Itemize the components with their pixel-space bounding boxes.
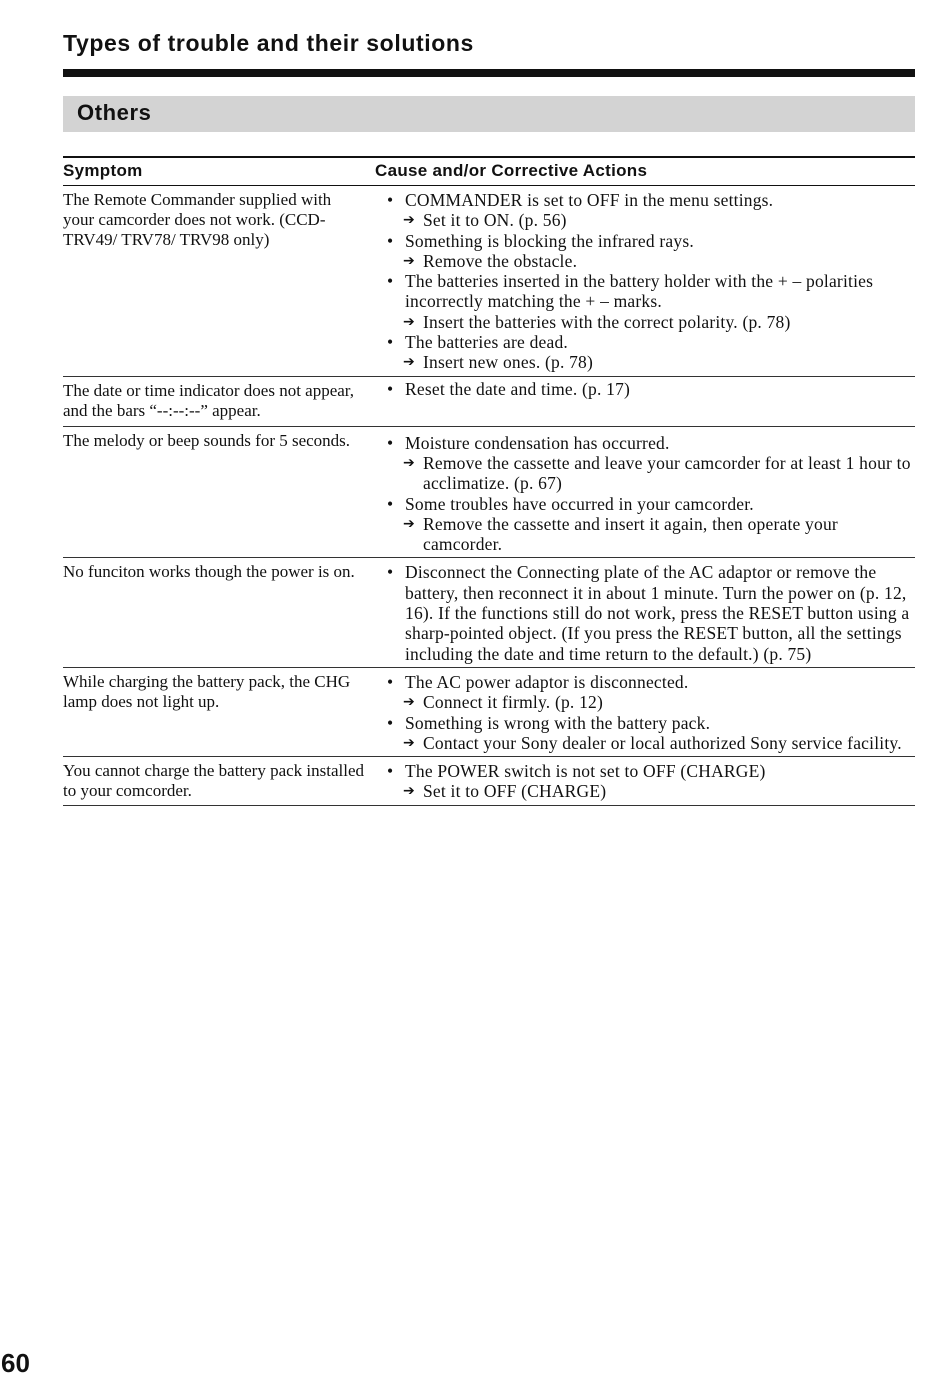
actions-cell <box>375 186 915 376</box>
arrow-icon: ➔ <box>403 313 415 330</box>
cause-item: • The POWER switch is not set to OFF (CHARGE) <box>387 761 766 782</box>
cause-item: • The batteries are dead. <box>387 332 568 353</box>
cause-item: • Something is blocking the infrared rays. <box>387 230 694 251</box>
cause-item: • The AC power adaptor is disconnected. <box>387 671 689 692</box>
header-cause: Cause and/or Corrective Actions <box>375 161 648 180</box>
fix-item: ➔ Connect it firmly. (p. 12) <box>403 692 604 713</box>
arrow-icon: ➔ <box>403 354 415 371</box>
fix-item: ➔ Insert new ones. (p. 78) <box>403 352 594 373</box>
section-header <box>63 96 915 132</box>
fix-item: ➔ Remove the cassette and insert it again, then operate your camcorder. <box>403 513 838 555</box>
bullet-icon: • <box>387 271 394 292</box>
cause-item: • The batteries inserted in the battery holder with the + – polarities incorrectly matching the + – marks. <box>387 271 874 312</box>
title-rule <box>63 69 915 77</box>
bullet-icon: • <box>387 378 394 399</box>
symptom-cell: The Remote Commander supplied with your camcorder does not work. (CCD-TRV49/ TRV78/ TRV98 only) <box>63 190 332 249</box>
symptom-cell: No funciton works though the power is on. <box>63 562 355 582</box>
fix-item: ➔ Contact your Sony dealer or local authorized Sony service facility. <box>403 732 902 753</box>
page-title: Types of trouble and their solutions <box>63 30 474 56</box>
bullet-icon: • <box>387 432 394 453</box>
bullet-icon: • <box>387 761 394 782</box>
bullet-icon: • <box>387 671 394 692</box>
table-row <box>63 186 915 377</box>
arrow-icon: ➔ <box>403 212 415 229</box>
bullet-icon: • <box>387 230 394 251</box>
page-number: 60 <box>1 1348 30 1378</box>
arrow-icon: ➔ <box>403 734 415 751</box>
bullet-icon: • <box>387 493 394 514</box>
symptom-cell: The date or time indicator does not appear, and the bars “--:--:--” appear. <box>63 380 355 420</box>
actions-cell <box>375 558 915 666</box>
section-title: Others <box>77 100 152 125</box>
header-symptom: Symptom <box>63 161 143 180</box>
table-row <box>63 668 915 757</box>
cause-item: • Some troubles have occurred in your camcorder. <box>387 493 754 514</box>
bullet-icon: • <box>387 190 394 210</box>
fix-item: ➔ Set it to OFF (CHARGE) <box>403 781 607 802</box>
bullet-icon: • <box>387 332 394 353</box>
arrow-icon: ➔ <box>403 454 415 471</box>
symptom-cell: The melody or beep sounds for 5 seconds. <box>63 430 351 450</box>
symptom-cell: While charging the battery pack, the CHG lamp does not light up. <box>63 671 351 711</box>
cause-item: • Reset the date and time. (p. 17) <box>387 378 631 399</box>
arrow-icon: ➔ <box>403 252 415 269</box>
bullet-icon: • <box>387 712 394 733</box>
cause-item: • Disconnect the Connecting plate of the AC adaptor or remove the battery, then reconnect it in about 1 minute. Turn the power on (p. 12, 16). If the functions still do not work, press the RESET button using a sharp-pointed object. (If you press the RESET button, all the settings including the date and time return to the default.) (p. 75) <box>387 562 910 664</box>
fix-item: ➔ Remove the cassette and leave your camcorder for at least 1 hour to acclimatize. (p. 67) <box>403 452 911 494</box>
cause-item: • COMMANDER is set to OFF in the menu settings. <box>387 190 774 210</box>
table-header <box>63 156 915 186</box>
bullet-icon: • <box>387 562 394 583</box>
fix-item: ➔ Insert the batteries with the correct polarity. (p. 78) <box>403 311 791 332</box>
actions-cell <box>375 757 915 805</box>
actions-cell <box>375 427 915 558</box>
fix-item: ➔ Remove the obstacle. <box>403 250 578 271</box>
table-row <box>63 757 915 806</box>
table-row <box>63 377 915 427</box>
symptom-cell: You cannot charge the battery pack installed to your comcorder. <box>63 761 365 801</box>
trouble-table <box>63 156 915 806</box>
arrow-icon: ➔ <box>403 783 415 800</box>
cause-item: • Something is wrong with the battery pack. <box>387 712 711 733</box>
actions-cell <box>375 668 915 756</box>
fix-item: ➔ Set it to ON. (p. 56) <box>403 210 567 231</box>
cause-item: • Moisture condensation has occurred. <box>387 432 670 453</box>
arrow-icon: ➔ <box>403 515 415 532</box>
actions-cell <box>375 377 915 426</box>
table-row <box>63 427 915 559</box>
arrow-icon: ➔ <box>403 694 415 711</box>
table-row <box>63 558 915 667</box>
